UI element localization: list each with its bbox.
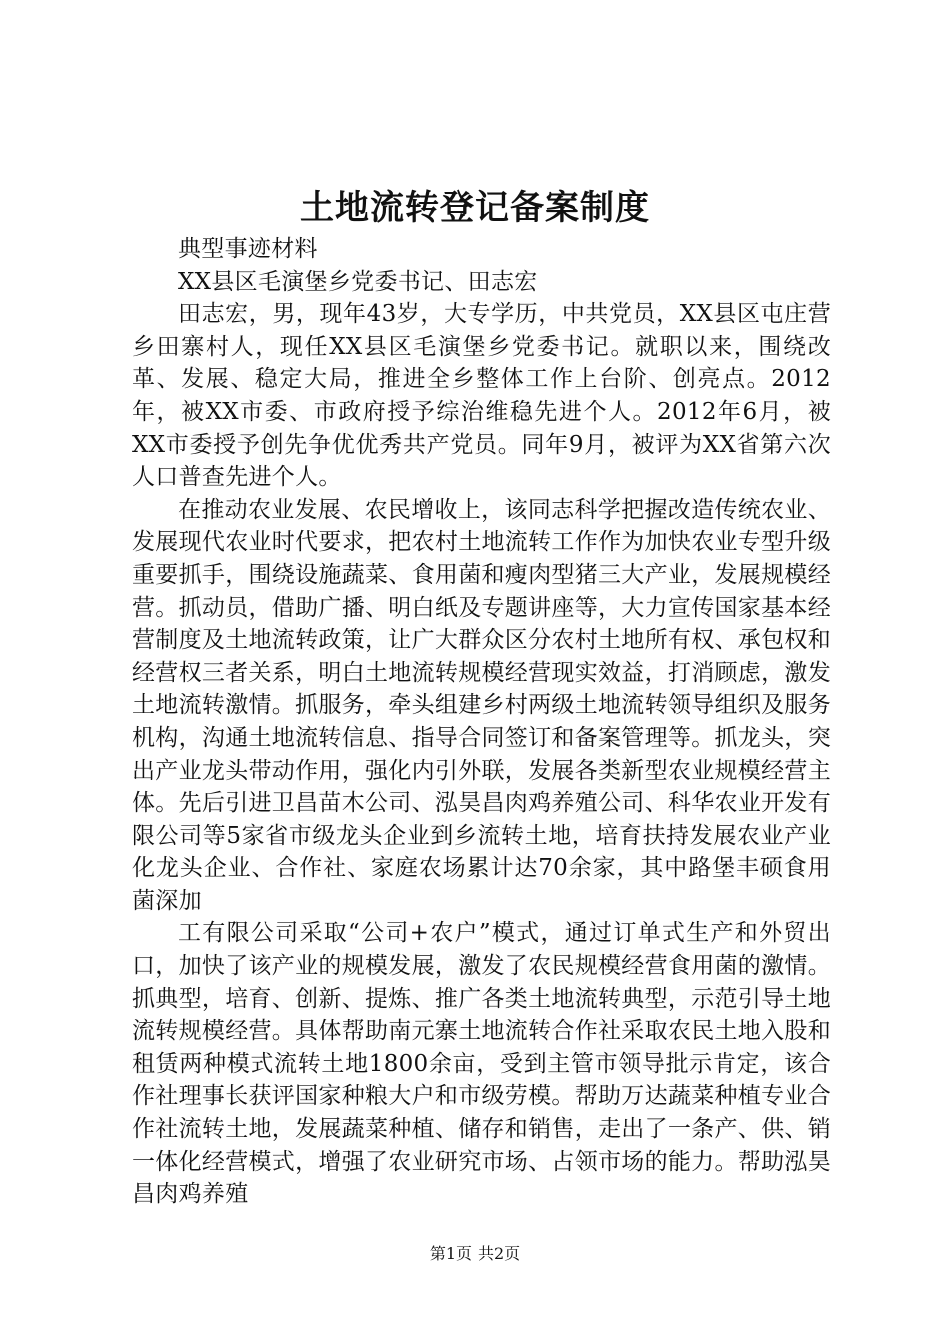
document-title: 土地流转登记备案制度 [300, 188, 650, 228]
paragraph-agriculture: 在推动农业发展、农民增收上，该同志科学把握改造传统农业、发展现代农业时代要求，把农村土地流转工作作为加快农业专型升级重要抓手，围绕设施蔬菜、食用菌和瘦肉型猪三大产业，发展规模经营。抓动员，借助广播、明白纸及专题讲座等，大力宣传国家基本经营制度及土地流转政策，让广大群众区分农村土地所有权、承包权和经营权三者关系，明白土地流转规模经营现实效益，打消顾虑，激发土地流转激情。抓服务，牵头组建乡村两级土地流转领导组织及服务机构，沟通土地流转信息、指导合同签订和备案管理等。抓龙头，突出产业龙头带动作用，强化内引外联，发展各类新型农业规模经营主体。先后引进卫昌苗木公司、泓昊昌肉鸡养殖公司、科华农业开发有限公司等5家省市级龙头企业到乡流转土地，培育扶持发展农业产业化龙头企业、合作社、家庭农场累计达70余家，其中路堡丰硕食用菌深加 [132, 496, 831, 914]
document-body [132, 233, 831, 1211]
page-footer [0, 1244, 950, 1264]
paragraph-enterprise: 工有限公司采取“公司+农户”模式，通过订单式生产和外贸出口，加快了该产业的规模发展，激发了农民规模经营食用菌的激情。抓典型，培育、创新、提炼、推广各类土地流转典型，示范引导土地流转规模经营。具体帮助南元寨土地流转合作社采取农民土地入股和租赁两种模式流转土地1800余亩，受到主管市领导批示肯定，该合作社理事长获评国家种粮大户和市级劳模。帮助万达蔬菜种植专业合作社流转土地，发展蔬菜种植、储存和销售，走出了一条产、供、销一体化经营模式，增强了农业研究市场、占领市场的能力。帮助泓昊昌肉鸡养殖 [132, 920, 831, 1208]
page-total: 共2页 [478, 1244, 521, 1263]
paragraph-material-type: 典型事迹材料 [178, 236, 318, 262]
paragraph-profile: 田志宏，男，现年43岁，大专学历，中共党员，XX县区屯庄营乡田寨村人，现任XX县区毛演堡乡党委书记。就职以来，围绕改革、发展、稳定大局，推进全乡整体工作上台阶、创亮点。2012年，被XX市委、市政府授予综治维稳先进个人。2012年6月，被XX市委授予创先争优优秀共产党员。同年9月，被评为XX省第六次人口普查先进个人。 [132, 301, 831, 491]
paragraph-subject: XX县区毛演堡乡党委书记、田志宏 [178, 268, 538, 295]
page-number: 第1页 [429, 1244, 472, 1263]
